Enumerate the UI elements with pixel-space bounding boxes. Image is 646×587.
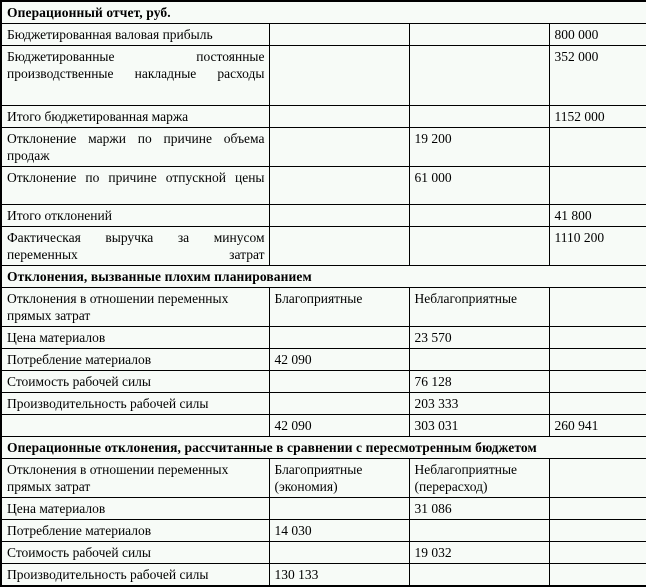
cell-unfavorable: 203 333 <box>409 393 549 415</box>
table-row <box>1 24 646 46</box>
cell-unfavorable <box>409 205 549 227</box>
cell-unfavorable: 61 000 <box>409 167 549 205</box>
cell-favorable: 14 030 <box>269 520 409 542</box>
cell-total <box>549 542 646 564</box>
cell-total <box>549 459 646 498</box>
column-header-unfavorable: Неблагоприятные (перерасход) <box>409 459 549 498</box>
table-row <box>1 167 646 205</box>
cell-unfavorable <box>409 24 549 46</box>
cell-total: 800 000 <box>549 24 646 46</box>
cell-favorable: 130 133 <box>269 564 409 587</box>
cell-unfavorable <box>409 564 549 587</box>
cell-total <box>549 167 646 205</box>
cell-total: 352 000 <box>549 46 646 106</box>
row-label: Бюджетированная валовая прибыль <box>1 24 269 46</box>
cell-unfavorable <box>409 227 549 266</box>
cell-total <box>549 393 646 415</box>
cell-unfavorable <box>409 106 549 128</box>
table-row <box>1 371 646 393</box>
section-title: Операционный отчет, руб. <box>1 1 646 24</box>
cell-total: 1110 200 <box>549 227 646 266</box>
table-row <box>1 46 646 106</box>
row-label: Цена материалов <box>1 498 269 520</box>
section-header-row <box>1 437 646 459</box>
cell-favorable <box>269 371 409 393</box>
table-row <box>1 205 646 227</box>
cell-favorable <box>269 205 409 227</box>
row-label: Цена материалов <box>1 327 269 349</box>
cell-unfavorable: 19 200 <box>409 128 549 167</box>
row-label: Бюджетированные постоянные производственные накладные расходы <box>1 46 269 106</box>
cell-unfavorable: 31 086 <box>409 498 549 520</box>
cell-total <box>549 288 646 327</box>
section-header-row <box>1 1 646 24</box>
cell-favorable: 42 090 <box>269 349 409 371</box>
row-label: Итого отклонений <box>1 205 269 227</box>
row-label: Производительность рабочей силы <box>1 393 269 415</box>
row-label <box>1 415 269 437</box>
cell-unfavorable: 23 570 <box>409 327 549 349</box>
cell-total <box>549 564 646 587</box>
column-header-unfavorable: Неблагоприятные <box>409 288 549 327</box>
cell-favorable <box>269 498 409 520</box>
row-label: Отклонения в отношении переменных прямых затрат <box>1 288 269 327</box>
row-label: Стоимость рабочей силы <box>1 371 269 393</box>
cell-total <box>549 128 646 167</box>
table-row <box>1 327 646 349</box>
cell-favorable <box>269 393 409 415</box>
row-label: Фактическая выручка за минусом переменных затрат <box>1 227 269 266</box>
row-label: Потребление материалов <box>1 349 269 371</box>
row-label: Отклонение маржи по причине объема продаж <box>1 128 269 167</box>
table-row <box>1 520 646 542</box>
cell-favorable <box>269 128 409 167</box>
row-label: Стоимость рабочей силы <box>1 542 269 564</box>
section-title: Операционные отклонения, рассчитанные в сравнении с пересмотренным бюджетом <box>1 437 646 459</box>
table-row <box>1 288 646 327</box>
table-row <box>1 498 646 520</box>
row-label: Потребление материалов <box>1 520 269 542</box>
cell-favorable <box>269 327 409 349</box>
table-row <box>1 106 646 128</box>
table-row <box>1 415 646 437</box>
cell-total <box>549 371 646 393</box>
cell-total <box>549 349 646 371</box>
row-label: Итого бюджетированная маржа <box>1 106 269 128</box>
cell-total <box>549 498 646 520</box>
table-row <box>1 349 646 371</box>
cell-favorable <box>269 542 409 564</box>
table-row <box>1 564 646 587</box>
table-row <box>1 128 646 167</box>
cell-total: 260 941 <box>549 415 646 437</box>
cell-unfavorable <box>409 349 549 371</box>
cell-total <box>549 327 646 349</box>
row-label: Отклонения в отношении переменных прямых затрат <box>1 459 269 498</box>
cell-favorable <box>269 24 409 46</box>
cell-favorable <box>269 227 409 266</box>
table-row <box>1 542 646 564</box>
section-title: Отклонения, вызванные плохим планированием <box>1 266 646 288</box>
table-row <box>1 393 646 415</box>
column-header-favorable: Благоприятные (экономия) <box>269 459 409 498</box>
cell-unfavorable <box>409 520 549 542</box>
cell-favorable: 42 090 <box>269 415 409 437</box>
cell-unfavorable: 303 031 <box>409 415 549 437</box>
row-label: Производительность рабочей силы <box>1 564 269 587</box>
cell-unfavorable: 76 128 <box>409 371 549 393</box>
table-row <box>1 227 646 266</box>
cell-favorable <box>269 106 409 128</box>
table-row <box>1 459 646 498</box>
cell-total: 1152 000 <box>549 106 646 128</box>
row-label: Отклонение по причине отпускной цены <box>1 167 269 205</box>
cell-unfavorable <box>409 46 549 106</box>
section-header-row <box>1 266 646 288</box>
cell-total <box>549 520 646 542</box>
cell-total: 41 800 <box>549 205 646 227</box>
cell-favorable <box>269 46 409 106</box>
column-header-favorable: Благоприятные <box>269 288 409 327</box>
cell-unfavorable: 19 032 <box>409 542 549 564</box>
cell-favorable <box>269 167 409 205</box>
